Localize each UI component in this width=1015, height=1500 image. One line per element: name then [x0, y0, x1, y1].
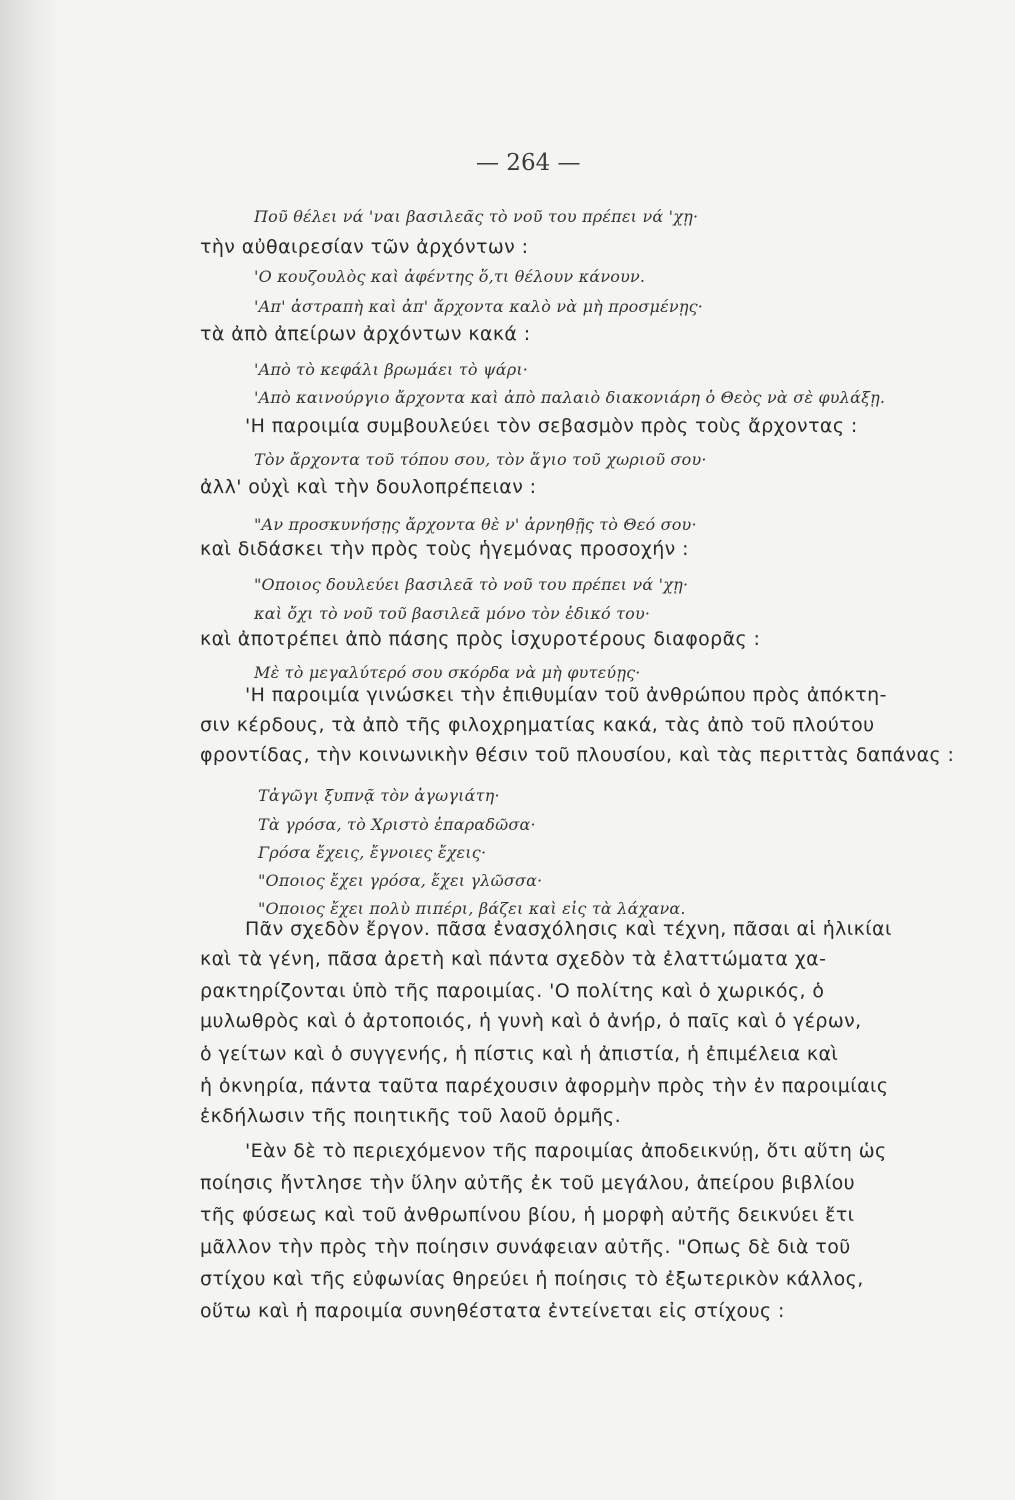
text-line: σιν κέρδους, τὰ ἀπὸ τῆς φιλοχρηματίας κακά, τὰς ἀπὸ τοῦ πλούτου: [200, 714, 875, 736]
text-line: 'Εὰν δὲ τὸ περιεχόμενον τῆς παροιμίας ἀποδεικνύῃ, ὅτι αὕτη ὡς: [245, 1140, 887, 1162]
verse-line: "Οποιος δουλεύει βασιλεᾶ τὸ νοῦ του πρέπει νά 'χῃ·: [254, 575, 689, 594]
text-line: μυλωθρὸς καὶ ὁ ἀρτοποιός, ἡ γυνὴ καὶ ὁ ἀνήρ, ὁ παῖς καὶ ὁ γέρων,: [200, 1010, 862, 1032]
verse-line: Τὰ γρόσα, τὸ Χριστὸ ἐπαραδῶσα·: [258, 815, 536, 834]
verse-line: 'Ο κουζουλὸς καὶ ἀφέντης ὅ,τι θέλουν κάνουν.: [254, 267, 646, 286]
text-line: 'Η παροιμία γινώσκει τὴν ἐπιθυμίαν τοῦ ἀνθρώπου πρὸς ἀπόκτη-: [245, 684, 887, 706]
text-line: ὁ γείτων καὶ ὁ συγγενής, ἡ πίστις καὶ ἡ ἀπιστία, ἡ ἐπιμέλεια καὶ: [200, 1043, 839, 1065]
text-line: τὰ ἀπὸ ἀπείρων ἀρχόντων κακά :: [200, 323, 531, 345]
verse-line: 'Απὸ καινούργιο ἄρχοντα καὶ ἀπὸ παλαιὸ διακονιάρη ὁ Θεὸς νὰ σὲ φυλάξῃ.: [254, 388, 886, 407]
verse-line: καὶ ὄχι τὸ νοῦ τοῦ βασιλεᾶ μόνο τὸν ἐδικό του·: [254, 604, 651, 623]
verse-line: Μὲ τὸ μεγαλύτερό σου σκόρδα νὰ μὴ φυτεύῃς·: [254, 663, 641, 682]
text-line: Πᾶν σχεδὸν ἔργον. πᾶσα ἐνασχόλησις καὶ τέχνη, πᾶσαι αἱ ἡλικίαι: [245, 918, 892, 940]
text-line: ἀλλ' οὐχὶ καὶ τὴν δουλοπρέπειαν :: [200, 476, 537, 498]
verse-line: "Οποιος ἔχει πολὺ πιπέρι, βάζει καὶ εἰς τὰ λάχανα.: [258, 899, 686, 918]
verse-line: Τὸν ἄρχοντα τοῦ τόπου σου, τὸν ἅγιο τοῦ χωριοῦ σου·: [254, 450, 707, 469]
text-line: 'Η παροιμία συμβουλεύει τὸν σεβασμὸν πρὸς τοὺς ἄρχοντας :: [245, 415, 858, 437]
verse-line: "Οποιος ἔχει γρόσα, ἔχει γλῶσσα·: [258, 871, 543, 890]
text-line: φροντίδας, τὴν κοινωνικὴν θέσιν τοῦ πλουσίου, καὶ τὰς περιττὰς δαπάνας :: [200, 744, 955, 766]
verse-line: 'Απ' ἀστραπὴ καὶ ἀπ' ἄρχοντα καλὸ νὰ μὴ προσμένῃς·: [254, 297, 704, 316]
verse-line: Γρόσα ἔχεις, ἔγνοιες ἔχεις·: [258, 843, 487, 862]
text-line: τῆς φύσεως καὶ τοῦ ἀνθρωπίνου βίου, ἡ μορφὴ αὐτῆς δεικνύει ἔτι: [200, 1204, 855, 1226]
verse-line: Ποῦ θέλει νά 'ναι βασιλεᾶς τὸ νοῦ του πρέπει νά 'χῃ·: [254, 207, 699, 226]
text-line: καὶ τὰ γένη, πᾶσα ἀρετὴ καὶ πάντα σχεδὸν τὰ ἐλαττώματα χα-: [200, 948, 827, 970]
text-line: καὶ ἀποτρέπει ἀπὸ πάσης πρὸς ἰσχυροτέρους διαφορᾶς :: [200, 628, 761, 650]
text-line: ποίησις ἤντλησε τὴν ὕλην αὐτῆς ἐκ τοῦ μεγάλου, ἀπείρου βιβλίου: [200, 1172, 856, 1194]
verse-line: 'Απὸ τὸ κεφάλι βρωμάει τὸ ψάρι·: [254, 360, 529, 379]
text-line: καὶ διδάσκει τὴν πρὸς τοὺς ἡγεμόνας προσοχήν :: [200, 538, 689, 560]
page-number: — 264 —: [476, 150, 581, 176]
text-line: στίχου καὶ τῆς εὐφωνίας θηρεύει ἡ ποίησις τὸ ἐξωτερικὸν κάλλος,: [200, 1268, 864, 1290]
text-line: ρακτηρίζονται ὑπὸ τῆς παροιμίας. 'Ο πολίτης καὶ ὁ χωρικός, ὁ: [200, 980, 825, 1002]
text-line: ἡ ὀκνηρία, πάντα ταῦτα παρέχουσιν ἀφορμὴν πρὸς τὴν ἐν παροιμίαις: [200, 1075, 889, 1097]
text-line: μᾶλλον τὴν πρὸς τὴν ποίησιν συνάφειαν αὐτῆς. "Οπως δὲ διὰ τοῦ: [200, 1236, 851, 1258]
verse-line: "Αν προσκυνήσῃς ἄρχοντα θὲ ν' ἀρνηθῇς τὸ Θεό σου·: [254, 515, 697, 534]
text-line: ἐκδήλωσιν τῆς ποιητικῆς τοῦ λαοῦ ὁρμῆς.: [200, 1105, 622, 1127]
text-line: τὴν αὐθαιρεσίαν τῶν ἀρχόντων :: [200, 236, 529, 258]
verse-line: Τἀγῶγι ξυπνᾷ τὸν ἀγωγιάτη·: [258, 786, 500, 805]
text-line: οὕτω καὶ ἡ παροιμία συνηθέστατα ἐντείνεται εἰς στίχους :: [200, 1300, 785, 1322]
